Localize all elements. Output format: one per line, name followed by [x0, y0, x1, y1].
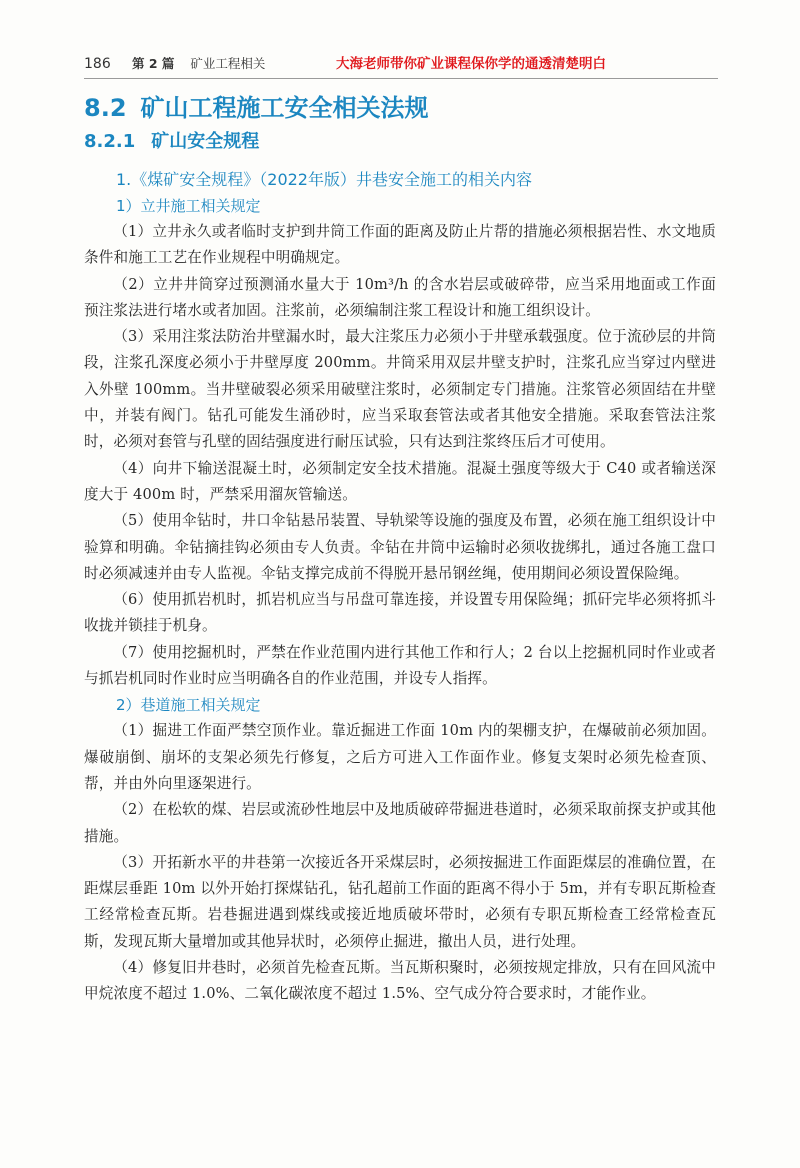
page-number: 186 [84, 56, 111, 72]
paragraph: （4）修复旧井巷时，必须首先检查瓦斯。当瓦斯积聚时，必须按规定排放，只有在回风流中甲烷浓度不超过 1.0%、二氧化碳浓度不超过 1.5%、空气成分符合要求时，才能作业。 [84, 959, 716, 1003]
paragraph: （4）向井下输送混凝土时，必须制定安全技术措施。混凝土强度等级大于 C40 或者输送深度大于 400m 时，严禁采用溜灰管输送。 [84, 459, 716, 503]
group-heading-roadway: 2）巷道施工相关规定 [116, 696, 261, 715]
subsection-heading [84, 127, 259, 153]
part-label: 第 2 篇 [131, 56, 175, 71]
section-heading [84, 88, 429, 123]
section-number: 8.2 [84, 94, 127, 122]
paragraph: （3）采用注浆法防治井壁漏水时，最大注浆压力必须小于井壁承载强度。位于流砂层的井筒段，注浆孔深度必须小于井壁厚度 200mm。井筒采用双层井壁支护时，注浆孔应当穿过内壁进入外壁 100mm。当井壁破裂必须采用破壁注浆时，必须制定专门措施。注浆管必须固结在井壁中，并装有阀门。钻孔可能发生涌砂时，应当采取套管法或者其他安全措施。采取套管法注浆时，必须对套管与孔壁的固结强度进行耐压试验，只有达到注浆终压后才可使用。 [84, 328, 716, 451]
overlay-annotation: 大海老师带你矿业课程保你学的通透清楚明白 [336, 56, 606, 72]
subsection-number: 8.2.1 [84, 131, 136, 152]
section-title: 矿山工程施工安全相关法规 [140, 94, 429, 122]
subsection-title: 矿山安全规程 [151, 131, 260, 152]
running-header [84, 54, 724, 76]
header-divider [84, 78, 718, 79]
topic-heading: 1.《煤矿安全规程》（2022年版）井巷安全施工的相关内容 [116, 170, 532, 189]
paragraph: （1）掘进工作面严禁空顶作业。靠近掘进工作面 10m 内的架棚支护，在爆破前必须加固。爆破崩倒、崩坏的支架必须先行修复，之后方可进入工作面作业。修复支架时必须先检查顶、帮，并由外向里逐架进行。 [84, 722, 716, 792]
group-heading-shaft: 1）立井施工相关规定 [116, 197, 261, 215]
part-title: 矿业工程相关 [190, 56, 266, 71]
paragraph: （2）立井井筒穿过预测涌水量大于 10m³/h 的含水岩层或破碎带，应当采用地面或工作面预注浆法进行堵水或者加固。注浆前，必须编制注浆工程设计和施工组织设计。 [84, 275, 716, 319]
paragraph: （7）使用挖掘机时，严禁在作业范围内进行其他工作和行人；2 台以上挖掘机同时作业或者与抓岩机同时作业时应当明确各自的作业范围，并设专人指挥。 [84, 643, 716, 688]
paragraph: （5）使用伞钻时，井口伞钻悬吊装置、导轨梁等设施的强度及布置，必须在施工组织设计中验算和明确。伞钻摘挂钩必须由专人负责。伞钻在井筒中运输时必须收拢绑扎，通过各施工盘口时必须减速并由专人监视。伞钻支撑完成前不得脱开悬吊钢丝绳，使用期间必须设置保险绳。 [84, 512, 716, 582]
body-text [84, 193, 716, 1008]
paragraph: （2）在松软的煤、岩层或流砂性地层中及地质破碎带掘进巷道时，必须采取前探支护或其他措施。 [84, 801, 716, 845]
paragraph: （3）开拓新水平的井巷第一次接近各开采煤层时，必须按掘进工作面距煤层的准确位置，在距煤层垂距 10m 以外开始打探煤钻孔，钻孔超前工作面的距离不得小于 5m，并有专职瓦斯检查工经常检查瓦斯。岩巷掘进遇到煤线或接近地质破坏带时，必须有专职瓦斯检查工经常检查瓦斯，发现瓦斯大量增加或其他异状时，必须停止掘进，撤出人员，进行处理。 [84, 853, 716, 950]
paragraph: （1）立井永久或者临时支护到井筒工作面的距离及防止片帮的措施必须根据岩性、水文地质条件和施工工艺在作业规程中明确规定。 [84, 223, 716, 267]
paragraph: （6）使用抓岩机时，抓岩机应当与吊盘可靠连接，并设置专用保险绳；抓矸完毕必须将抓斗收拢并锁挂于机身。 [84, 591, 716, 635]
